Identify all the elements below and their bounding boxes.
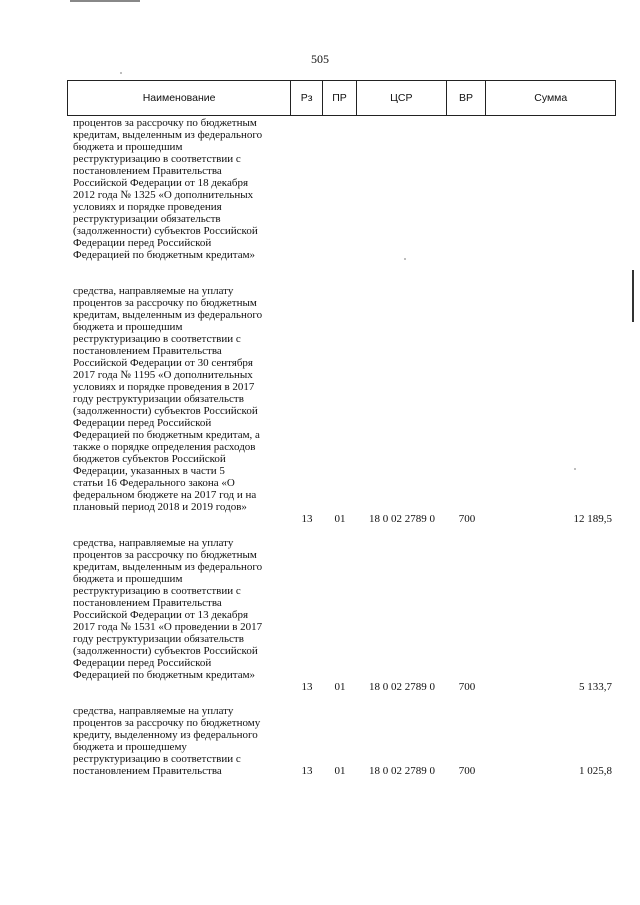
row-text: средства, направляемые на уплату процентов за рассрочку по бюджетному кредиту, выделенному из федерального бюджета и прошедшему реструктуризацию в соответствии с постановлением Правительства — [73, 705, 261, 777]
table-row — [67, 117, 616, 261]
value-sum: 5 133,7 — [579, 681, 612, 693]
row-values — [67, 681, 616, 693]
page-number: 505 — [311, 52, 329, 66]
scan-speck — [574, 468, 576, 470]
row-text: средства, направляемые на уплату процентов за рассрочку по бюджетным кредитам, выделенным из федерального бюджета и прошедшим реструктуризацию в соответствии с постановлением Правительства Российской Федерации от 13 декабря 2017 года № 1531 «О проведении в 2017 году реструктуризации обязательств (задолженности) субъектов Российской Федерации перед Российской Федерацией по бюджетным кредитам» — [73, 537, 263, 681]
row-text: процентов за рассрочку по бюджетным кредитам, выделенным из федерального бюджета и прошедшим реструктуризацию в соответствии с постановлением Правительства Российской Федерации от 18 декабря 2012 года № 1325 «О дополнительных условиях и порядке проведения реструктуризации обязательств (задолженности) субъектов Российской Федерации перед Российской Федерацией по бюджетным кредитам» — [73, 117, 263, 261]
scan-margin-mark — [632, 270, 634, 322]
table-row — [67, 285, 616, 513]
value-rz: 13 — [301, 765, 313, 777]
header-name: Наименование — [68, 81, 291, 115]
table-header — [67, 80, 616, 116]
scan-artifact-line — [70, 0, 140, 2]
value-rz: 13 — [301, 513, 313, 525]
row-values — [67, 513, 616, 525]
header-rz: Рз — [291, 81, 323, 115]
scan-speck — [120, 72, 122, 74]
header-csr: ЦСР — [357, 81, 447, 115]
header-pr: ПР — [323, 81, 357, 115]
value-rz: 13 — [301, 681, 313, 693]
value-sum: 1 025,8 — [579, 765, 612, 777]
value-vr: 700 — [458, 765, 476, 777]
row-text: средства, направляемые на уплату процентов за рассрочку по бюджетным кредитам, выделенным из федерального бюджета и прошедшим реструктуризацию в соответствии с постановлением Правительства Российской Федерации от 30 сентября 2017 года № 1195 «О дополнительных условиях и порядке проведения в 2017 году реструктуризации обязательств (задолженности) субъектов Российской Федерации перед Российской Федерацией по бюджетным кредитам, а также о порядке определения расходов бюджетов субъектов Российской Федерации, указанных в части 5 статьи 16 Федерального закона «О федеральном бюджете на 2017 год и на плановый период 2018 и 2019 годов» — [73, 285, 263, 513]
scan-speck — [404, 258, 406, 260]
row-values — [67, 765, 616, 777]
value-vr: 700 — [458, 681, 476, 693]
value-pr: 01 — [334, 513, 346, 525]
value-sum: 12 189,5 — [573, 513, 612, 525]
value-pr: 01 — [334, 681, 346, 693]
value-csr: 18 0 02 2789 0 — [369, 681, 435, 693]
header-sum: Сумма — [534, 92, 568, 104]
value-csr: 18 0 02 2789 0 — [369, 513, 435, 525]
table-row — [67, 537, 616, 681]
value-csr: 18 0 02 2789 0 — [369, 765, 435, 777]
value-pr: 01 — [334, 765, 346, 777]
header-vr: ВР — [447, 81, 487, 115]
value-vr: 700 — [458, 513, 476, 525]
